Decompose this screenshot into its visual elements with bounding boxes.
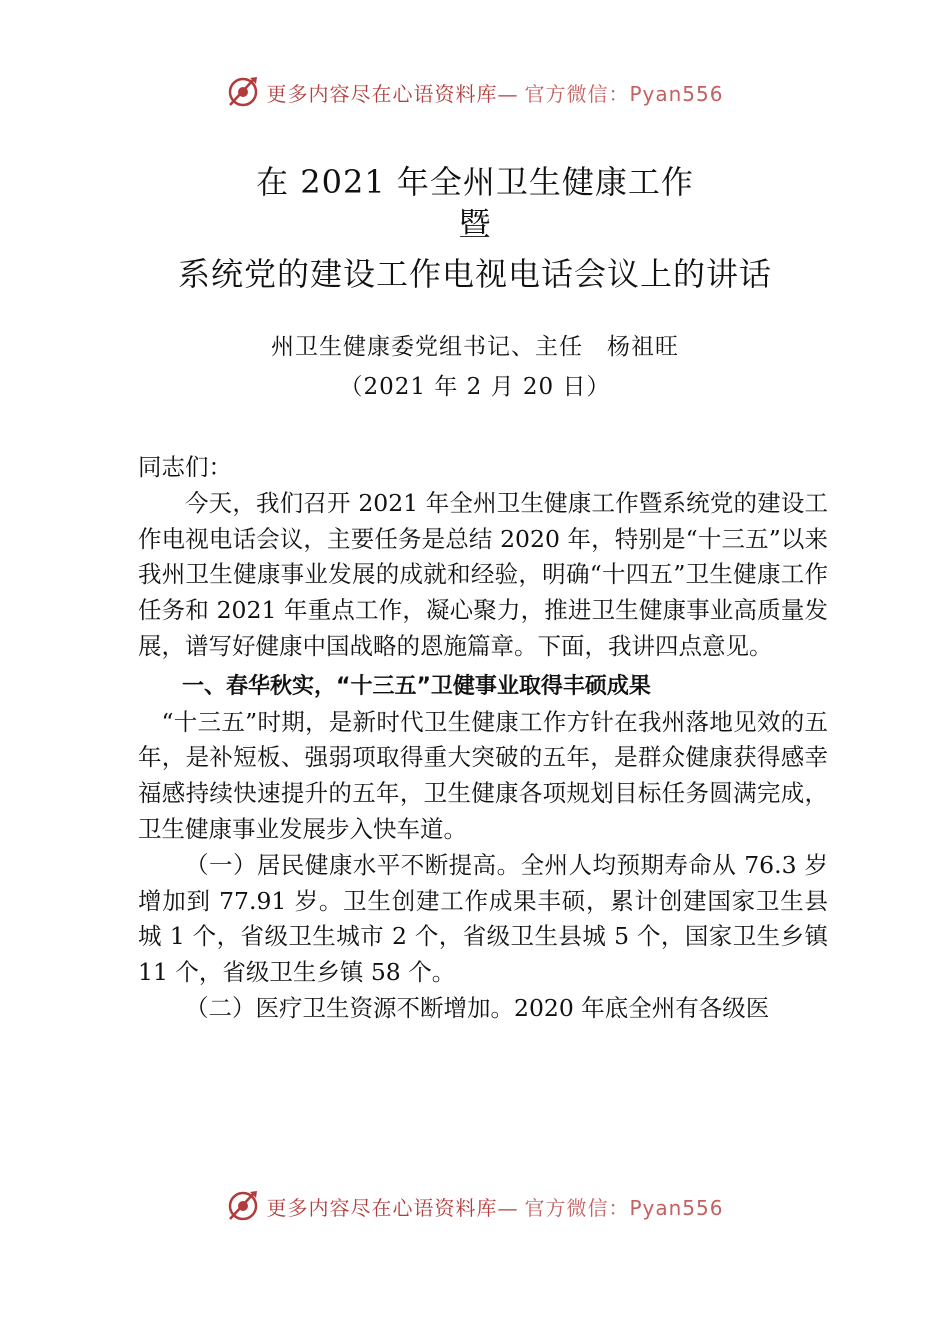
section-heading-1: 一、春华秋实，“十三五”卫健事业取得丰硕成果: [182, 673, 651, 699]
paragraph-resources: （二）医疗卫生资源不断增加。2020 年底全州有各级医: [185, 993, 770, 1022]
quill-logo-icon: [226, 1189, 260, 1223]
document-title: [0, 160, 950, 296]
paragraph-health-level: （一）居民健康水平不断提高。全州人均预期寿命从 76.3 岁增加到 77.91 岁。卫生创建工作成果丰硕，累计创建国家卫生县城 1 个，省级卫生城市 2 个，省级卫生县城 5 个，国家卫生乡镇 11 个，省级卫生乡镇 58 个。: [138, 850, 828, 987]
title-line-3: 系统党的建设工作电视电话会议上的讲话: [177, 255, 772, 293]
watermark-wechat: 官方微信：Pyan556: [524, 81, 724, 106]
watermark-footer: [0, 1186, 950, 1226]
watermark-wechat: 官方微信：Pyan556: [524, 1195, 724, 1220]
title-line-2: 暨: [458, 205, 492, 243]
speech-body: [138, 450, 828, 1027]
paragraph-overview: “十三五”时期，是新时代卫生健康工作方针在我州落地见效的五年，是补短板、强弱项取得重大突破的五年，是群众健康获得感幸福感持续快速提升的五年，卫生健康各项规划目标任务圆满完成，卫生健康事业发展步入快车道。: [138, 707, 828, 843]
watermark-text: 更多内容尽在心语资料库—: [266, 1195, 519, 1220]
quill-logo-icon: [226, 75, 260, 109]
watermark-header: [0, 72, 950, 112]
salutation: 同志们：: [138, 453, 232, 481]
speaker-byline: 州卫生健康委党组书记、主任 杨祖旺: [271, 334, 679, 360]
watermark-text: 更多内容尽在心语资料库—: [266, 81, 519, 106]
paragraph-intro: 今天，我们召开 2021 年全州卫生健康工作暨系统党的建设工作电视电话会议，主要任务是总结 2020 年，特别是“十三五”以来我州卫生健康事业发展的成就和经验，明确“十四五”卫生健康工作任务和 2021 年重点工作，凝心聚力，推进卫生健康事业高质量发展，谱写好健康中国战略的恩施篇章。下面，我讲四点意见。: [138, 488, 828, 660]
title-line-1: 在 2021 年全州卫生健康工作: [256, 163, 694, 201]
speech-date: （2021 年 2 月 20 日）: [339, 374, 611, 400]
